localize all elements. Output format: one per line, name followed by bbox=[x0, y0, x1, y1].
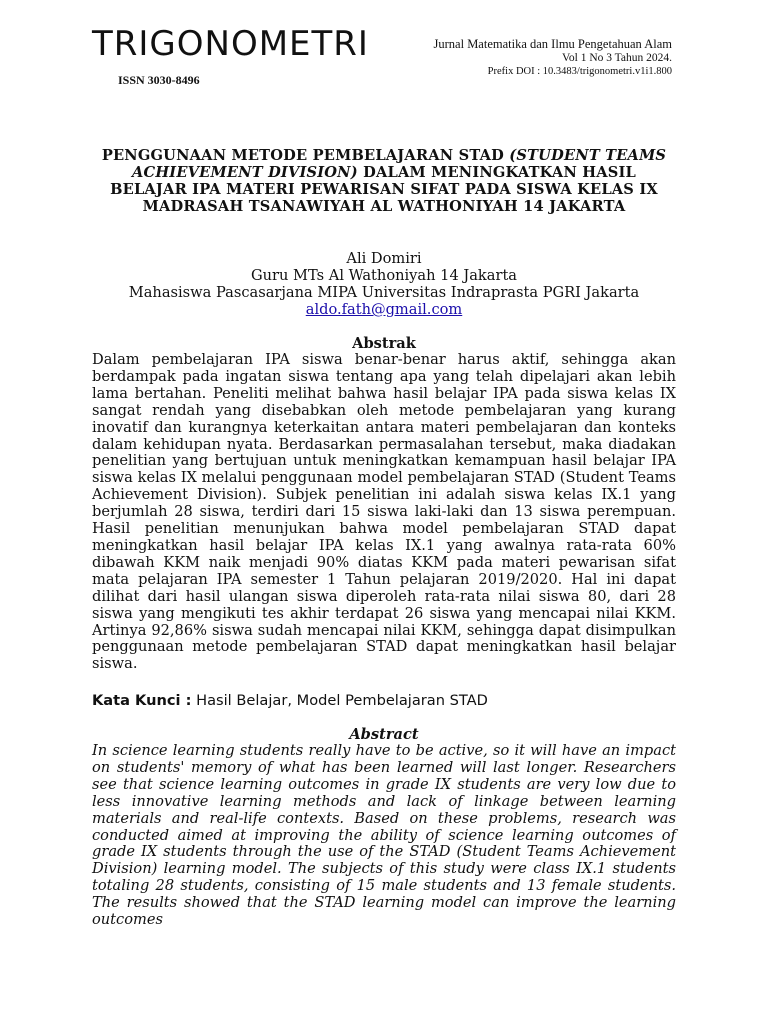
author-email-link[interactable]: aldo.fath@gmail.com bbox=[305, 301, 463, 318]
journal-doi: Prefix DOI : 10.3483/trigonometri.v1i1.800 bbox=[487, 66, 672, 77]
author-name: Ali Domiri bbox=[346, 250, 422, 267]
abstract-text: In science learning students really have to be active, so it will have an impact on students' memory of what has been learned will last longer. Researchers see that science learning outcomes in grade IX students are very low due to less innovative learning methods and lack of linkage between learning materials and real-life contexts. Based on these problems, research was conducted aimed at improving the ability of science learning outcomes of grade IX students through the use of the STAD (Student Teams Achievement Division) learning model. The subjects of this study were class IX.1 students totaling 28 students, consisting of 15 male students and 13 female students. The results showed that the STAD learning model can improve the learning outcomes bbox=[92, 742, 676, 929]
issn: ISSN 3030-8496 bbox=[118, 73, 200, 87]
abstrak-text: Dalam pembelajaran IPA siswa benar-benar harus aktif, sehingga akan berdampak pada ingatan siswa tentang apa yang telah dipelajari akan lebih lama bertahan. Peneliti melihat bahwa hasil belajar IPA pada siswa kelas IX sangat rendah yang disebabkan oleh metode pembelajaran yang kurang inovatif dan kurangnya keterkaitan antara materi pembelajaran dan konteks dalam kehidupan nyata. Berdasarkan permasalahan tersebut, maka diadakan penelitian yang bertujuan untuk meningkatkan kemampuan hasil belajar IPA siswa kelas IX melalui penggunaan model pembelajaran STAD (Student Teams Achievement Division). Subjek penelitian ini adalah siswa kelas IX.1 yang berjumlah 28 siswa, terdiri dari 15 siswa laki-laki dan 13 siswa perempuan. Hasil penelitian menunjukan bahwa model pembelajaran STAD dapat meningkatkan hasil belajar IPA kelas IX.1 yang awalnya rata-rata 60% dibawah KKM naik menjadi 90% diatas KKM pada materi pewarisan sifat mata pelajaran IPA semester 1 Tahun pelajaran 2019/2020. Hal ini dapat dilihat dari hasil ulangan siswa diperoleh rata-rata nilai siswa 80, dari 28 siswa yang mengikuti tes akhir terdapat 26 siswa yang mencapai nilai KKM. Artinya 92,86% siswa sudah mencapai nilai KKM, sehingga dapat disimpulkan penggunaan metode pembelajaran STAD dapat meningkatkan hasil belajar siswa. bbox=[92, 351, 676, 673]
journal-info bbox=[434, 37, 672, 79]
keywords-value: Hasil Belajar, Model Pembelajaran STAD bbox=[191, 692, 488, 709]
affiliation-1: Guru MTs Al Wathoniyah 14 Jakarta bbox=[250, 267, 518, 284]
affiliation-2: Mahasiswa Pascasarjana MIPA Universitas Indraprasta PGRI Jakarta bbox=[128, 284, 640, 301]
article-title bbox=[96, 147, 672, 215]
journal-full-name: Jurnal Matematika dan Ilmu Pengetahuan Alam bbox=[433, 37, 672, 51]
abstrak-heading: Abstrak bbox=[352, 335, 416, 352]
title-part2: DALAM MENINGKATKAN HASIL BELAJAR IPA MATERI PEWARISAN SIFAT PADA SISWA KELAS IX MADRASAH TSANAWIYAH AL WATHONIYAH 14 JAKARTA bbox=[110, 164, 658, 215]
abstract-heading: Abstract bbox=[349, 726, 419, 743]
keywords-label: Kata Kunci : bbox=[92, 692, 192, 709]
title-part1: PENGGUNAAN METODE PEMBELAJARAN STAD bbox=[101, 147, 510, 164]
journal-name: TRIGONOMETRI bbox=[92, 24, 369, 64]
keywords bbox=[92, 692, 676, 709]
author-block bbox=[92, 250, 676, 318]
journal-volume: Vol 1 No 3 Tahun 2024. bbox=[562, 52, 672, 64]
title-italic: (STUDENT TEAMS ACHIEVEMENT DIVISION) bbox=[131, 147, 667, 181]
